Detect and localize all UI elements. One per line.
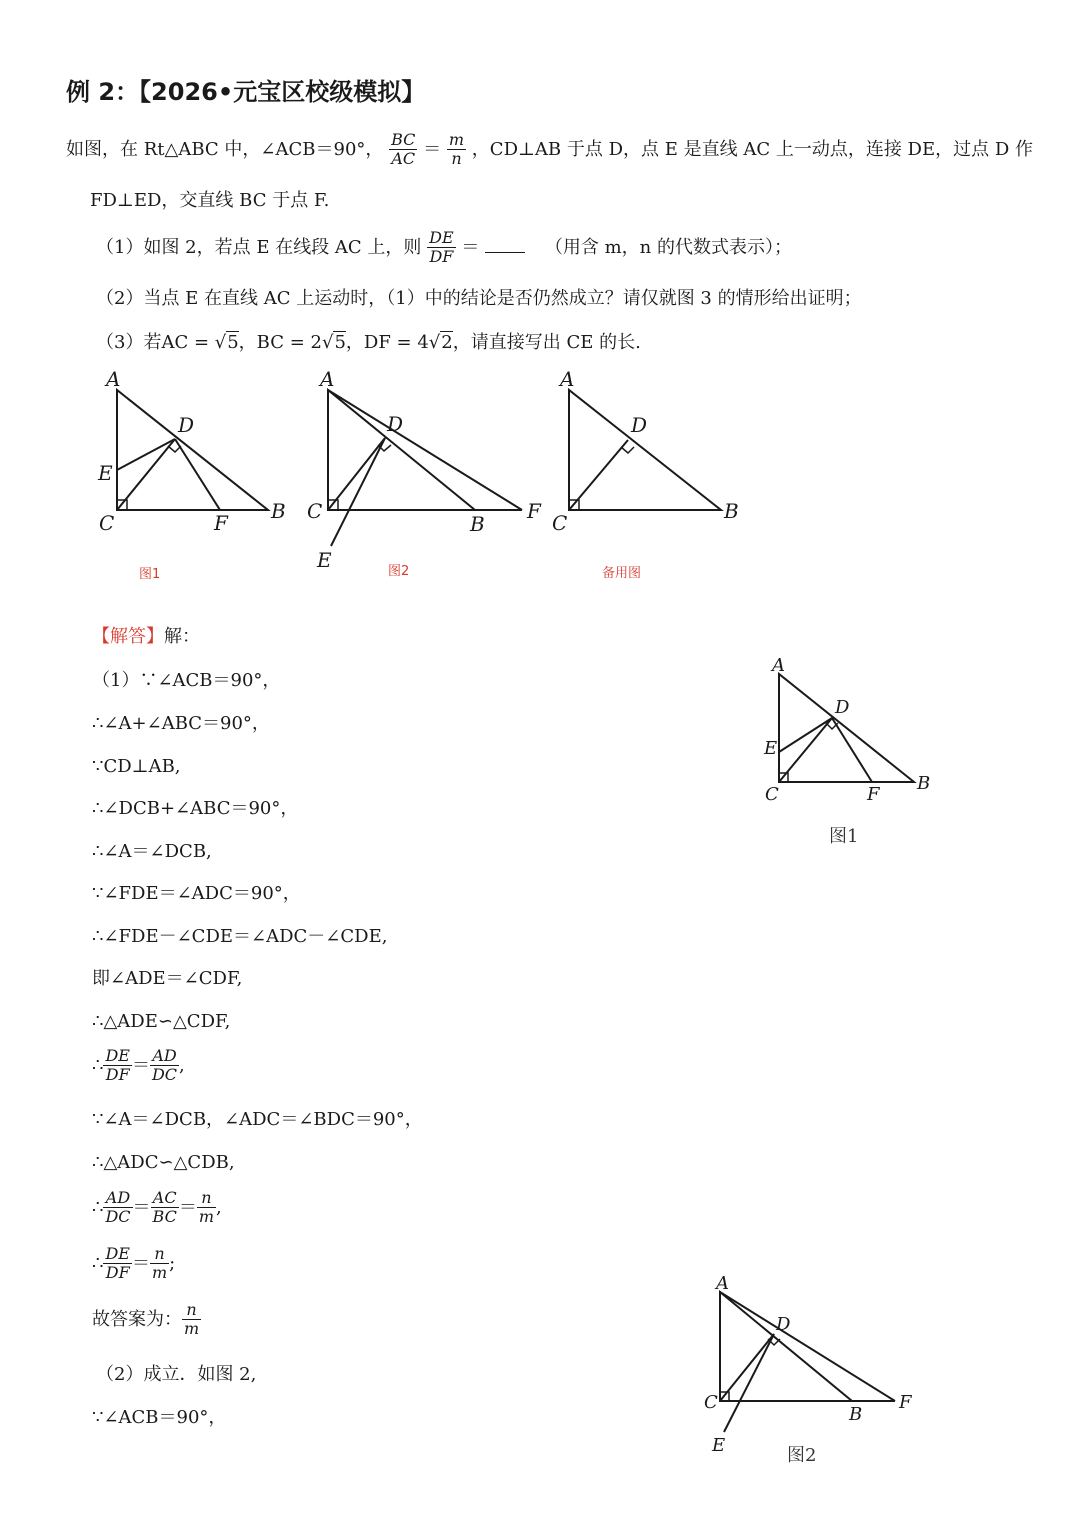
- solution-tag-tail: 解：: [164, 626, 200, 647]
- side1-label-B: B: [917, 773, 931, 794]
- side2-label-D: D: [776, 1314, 791, 1335]
- ratio-equals: ＝: [423, 138, 442, 160]
- side-figure-2-diagram: [720, 1292, 895, 1432]
- frac2-a-den: DC: [105, 1206, 131, 1226]
- side2-label-E: E: [712, 1435, 726, 1456]
- q3-text-a: （3）若AC = √: [96, 332, 227, 353]
- figure-2-caption: 图2: [388, 564, 410, 579]
- q3-radicand-1: 5: [227, 332, 239, 353]
- fig2-label-E: E: [317, 548, 332, 572]
- q3-text-c: ，DF = 4√: [345, 332, 441, 353]
- solution-part-2-line: ∵∠ACB＝90°，: [92, 1407, 227, 1428]
- solution-line-9: ∴△ADE∽△CDF,: [92, 1011, 231, 1032]
- side1-label-C: C: [765, 784, 779, 805]
- solution-line-4: ∴∠DCB+∠ABC＝90°，: [92, 798, 299, 819]
- frac2-c-num: n: [201, 1188, 212, 1207]
- answer-den: m: [184, 1318, 200, 1338]
- figure-1-caption: 图1: [139, 567, 161, 582]
- problem-intro-b: ，CD⊥AB 于点 D，点 E 是直线 AC 上一动点，连接 DE，过点 D 作: [471, 138, 1033, 160]
- side-figure-1-diagram: [779, 674, 914, 782]
- frac2-a-num: AD: [105, 1188, 131, 1207]
- problem-intro-a: 如图，在 Rt△ABC 中，∠ACB＝90°，: [66, 138, 384, 160]
- solution-line-6: ∵∠FDE＝∠ADC＝90°，: [92, 883, 301, 904]
- fig3-label-C: C: [552, 511, 568, 535]
- fig1-label-D: D: [178, 413, 195, 437]
- frac1-a-num: DE: [105, 1046, 130, 1065]
- frac3-b-num: n: [154, 1244, 165, 1263]
- solution-line-7: ∴∠FDE－∠CDE＝∠ADC－∠CDE,: [92, 926, 388, 947]
- q1-den: DF: [427, 247, 456, 266]
- solution-line-8: 即∠ADE＝∠CDF,: [92, 968, 243, 989]
- frac1-eq: ＝: [131, 1054, 150, 1076]
- fig3-label-D: D: [631, 413, 648, 437]
- solution-part-2: （2）成立．如图 2,: [96, 1364, 257, 1385]
- frac2-prefix: ∴: [92, 1196, 104, 1218]
- problem-intro-c: FD⊥ED，交直线 BC 于点 F.: [90, 190, 330, 211]
- answer-num: n: [186, 1300, 197, 1319]
- fig2-label-C: C: [307, 499, 323, 523]
- q3-radicand-2: 5: [334, 332, 346, 353]
- frac3-prefix: ∴: [92, 1252, 104, 1274]
- side2-label-F: F: [899, 1392, 912, 1413]
- frac2-tail: ,: [216, 1196, 222, 1218]
- fig2-label-D: D: [387, 412, 404, 436]
- side2-label-C: C: [704, 1392, 718, 1413]
- fig2-label-B: B: [470, 512, 485, 536]
- solution-line-3: ∵CD⊥AB,: [92, 756, 181, 777]
- question-2: （2）当点 E 在直线 AC 上运动时，（1）中的结论是否仍然成立？请仅就图 3 的情形给出证明；: [96, 288, 862, 309]
- ratio-den-left: AC: [389, 149, 417, 168]
- solution-line-2: ∴∠A+∠ABC＝90°，: [92, 713, 270, 734]
- answer-prefix: 故答案为：: [92, 1308, 182, 1330]
- fig3-label-B: B: [724, 499, 739, 523]
- side2-label-A: A: [716, 1273, 729, 1294]
- q1-text-a: （1）如图 2，若点 E 在线段 AC 上，则: [96, 236, 422, 258]
- side1-label-D: D: [835, 697, 850, 718]
- fig2-label-F: F: [527, 499, 541, 523]
- frac1-prefix: ∴: [92, 1054, 104, 1076]
- frac2-c-den: m: [198, 1206, 214, 1226]
- solution-line-5: ∴∠A＝∠DCB,: [92, 841, 212, 862]
- figure-3-caption: 备用图: [602, 566, 642, 581]
- frac3-eq: ＝: [131, 1252, 150, 1274]
- ratio-den-right: n: [447, 149, 466, 168]
- frac1-a-den: DF: [103, 1065, 132, 1084]
- frac3-tail: ;: [169, 1252, 176, 1274]
- side1-label-E: E: [764, 738, 778, 759]
- fig1-label-C: C: [99, 511, 115, 535]
- frac2-eq1: ＝: [132, 1196, 151, 1218]
- fig2-label-A: A: [320, 367, 335, 391]
- q3-radicand-3: 2: [441, 332, 453, 353]
- fig1-label-E: E: [98, 461, 113, 485]
- frac3-a-den: DF: [103, 1263, 132, 1282]
- frac1-b-num: AD: [152, 1046, 177, 1065]
- q3-text-b: ，BC = 2√: [238, 332, 334, 353]
- frac3-a-num: DE: [105, 1244, 130, 1263]
- frac2-b-num: AC: [152, 1188, 177, 1207]
- ratio-num-left: BC: [391, 130, 416, 149]
- fig1-label-A: A: [106, 367, 121, 391]
- ratio-num-right: m: [448, 130, 465, 149]
- side-figure-1-caption: 图1: [829, 826, 859, 847]
- fig3-label-A: A: [560, 367, 575, 391]
- frac1-tail: ,: [179, 1054, 185, 1076]
- solution-line-1: （1）∵∠ACB＝90°，: [92, 670, 281, 691]
- frac1-b-den: DC: [151, 1064, 178, 1084]
- fig1-label-B: B: [271, 499, 286, 523]
- frac2-eq2: ＝: [178, 1196, 197, 1218]
- fig1-label-F: F: [214, 511, 228, 535]
- page-title: 例 2：【2026•元宝区校级模拟】: [66, 78, 426, 106]
- side1-label-A: A: [772, 655, 785, 676]
- q1-num: DE: [429, 228, 454, 247]
- frac2-b-den: BC: [152, 1206, 177, 1226]
- side1-label-F: F: [867, 784, 880, 805]
- solution-line-10: ∵∠A＝∠DCB，∠ADC＝∠BDC＝90°，: [92, 1109, 423, 1130]
- frac3-b-den: m: [151, 1262, 168, 1282]
- side2-label-B: B: [849, 1404, 863, 1425]
- solution-tag: 【解答】: [92, 626, 164, 647]
- solution-line-11: ∴△ADC∽△CDB,: [92, 1152, 235, 1173]
- side-figure-2-caption: 图2: [787, 1445, 817, 1466]
- q1-text-c: （用含 m，n 的代数式表示）；: [544, 236, 792, 258]
- q3-text-d: ，请直接写出 CE 的长.: [452, 332, 641, 353]
- q1-equals: ＝: [461, 236, 480, 258]
